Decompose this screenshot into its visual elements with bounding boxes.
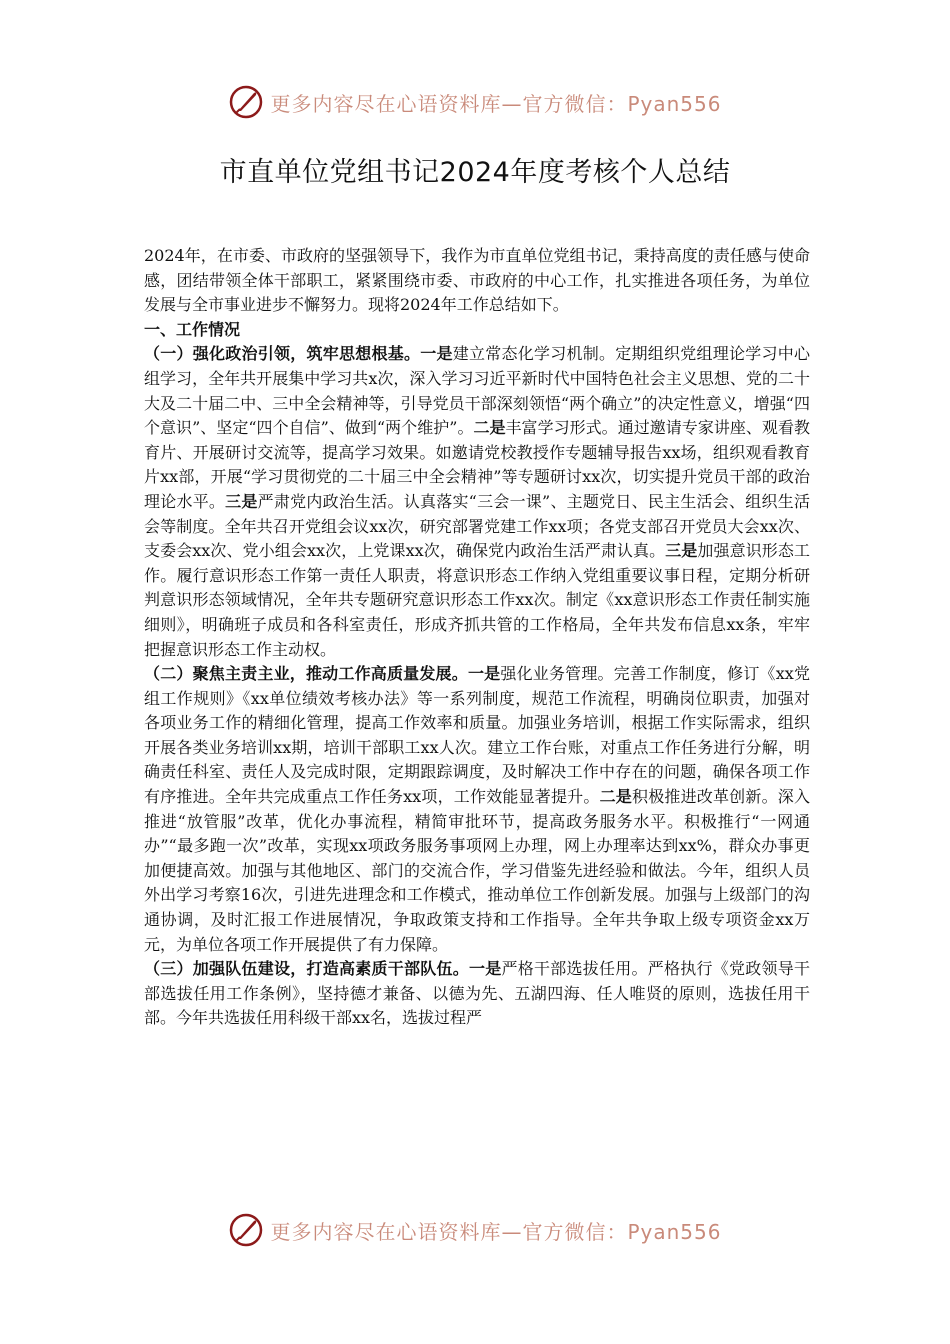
- item-text: 建立常态化学习机制。定期组织党组理论学习中心组学习，全年共开展集中学习共x次，深入学习习近平新时代中国特色社会主义思想、党的二十大及二十届二中、三中全会精神等，引导党员干部深刻领悟“两个确立”的决定性意义，增强“四个意识”、坚定“四个自信”、做到“两个维护”。: [144, 344, 810, 438]
- banner-text: 更多内容尽在心语资料库—官方微信：Pyan556: [270, 91, 722, 116]
- item-text: 积极推进改革创新。深入推进“放管服”改革，优化办事流程，精简审批环节，提高政务服务水平。积极推行“一网通办”“最多跑一次”改革，实现xx项政务服务事项网上办理，网上办理率达到xx%，群众办事更加便捷高效。加强与其他地区、部门的交流合作，学习借鉴先进经验和做法。今年，组织人员外出学习考察16次，引进先进理念和工作模式，推动单位工作创新发展。加强与上级部门的沟通协调，及时汇报工作进展情况，争取政策支持和工作指导。全年共争取上级专项资金xx万元，为单位各项工作开展提供了有力保障。: [144, 787, 810, 954]
- item-text: 丰富学习形式。通过邀请专家讲座、观看教育片、开展研讨交流等，提高学习效果。如邀请党校教授作专题辅导报告xx场，组织观看教育片xx部，开展“学习贯彻党的二十届三中全会精神”等专题研讨xx次，切实提升党员干部的政治理论水平。: [144, 418, 810, 511]
- banner-text: 更多内容尽在心语资料库—官方微信：Pyan556: [270, 1219, 722, 1244]
- paragraph-lead: （二）聚焦主责主业，推动工作高质量发展。: [144, 664, 468, 684]
- paragraph-lead: （一）强化政治引领，筑牢思想根基。: [144, 344, 421, 364]
- paragraph-political-guidance: [144, 342, 810, 662]
- document-body: [144, 244, 810, 1031]
- item-marker: 二是: [599, 787, 632, 807]
- item-text: 严肃党内政治生活。认真落实“三会一课”、主题党日、民主生活会、组织生活会等制度。全年共召开党组会议xx次，研究部署党建工作xx项；各党支部召开党员大会xx次、支委会xx次、党小组会xx次，上党课xx次，确保党内政治生活严肃认真。: [144, 491, 810, 561]
- intro-paragraph: 2024年，在市委、市政府的坚强领导下，我作为市直单位党组书记，秉持高度的责任感与使命感，团结带领全体干部职工，紧紧围绕市委、市政府的中心工作，扎实推进各项任务，为单位发展与全市事业进步不懈努力。现将2024年工作总结如下。: [144, 246, 810, 315]
- item-marker: 三是: [665, 541, 698, 561]
- item-marker: 一是: [468, 959, 502, 979]
- quill-pen-logo-icon: [228, 84, 264, 120]
- item-marker: 一是: [467, 664, 501, 684]
- item-text: 强化业务管理。完善工作制度，修订《xx党组工作规则》《xx单位绩效考核办法》等一系列制度，规范工作流程，明确岗位职责，加强对各项业务工作的精细化管理，提高工作效率和质量。加强业务培训，根据工作实际需求，组织开展各类业务培训xx期，培训干部职工xx人次。建立工作台账，对重点工作任务进行分解，明确责任科室、责任人及完成时限，定期跟踪调度，及时解决工作中存在的问题，确保各项工作有序推进。全年共完成重点工作任务xx项，工作效能显著提升。: [144, 664, 810, 807]
- quill-pen-logo-icon: [228, 1212, 264, 1248]
- footer-banner: [0, 1208, 950, 1252]
- paragraph-core-duties: [144, 662, 810, 957]
- item-marker: 二是: [473, 418, 506, 438]
- header-banner: [0, 80, 950, 124]
- document-title: 市直单位党组书记2024年度考核个人总结: [219, 157, 731, 188]
- section-heading: 一、工作情况: [144, 319, 241, 339]
- item-text: 加强意识形态工作。履行意识形态工作第一责任人职责，将意识形态工作纳入党组重要议事日程，定期分析研判意识形态领域情况，全年共专题研究意识形态工作xx次。制定《xx意识形态工作责任制实施细则》，明确班子成员和各科室责任，形成齐抓共管的工作格局，全年共发布信息xx条，牢牢把握意识形态工作主动权。: [144, 541, 810, 659]
- item-text: 严格干部选拔任用。严格执行《党政领导干部选拔任用工作条例》，坚持德才兼备、以德为先、五湖四海、任人唯贤的原则，选拔任用干部。今年共选拔任用科级干部xx名，选拔过程严: [144, 959, 810, 1028]
- item-marker: 三是: [225, 491, 258, 511]
- item-marker: 一是: [420, 344, 453, 364]
- paragraph-team-building: [144, 957, 810, 1031]
- paragraph-lead: （三）加强队伍建设，打造高素质干部队伍。: [144, 959, 469, 979]
